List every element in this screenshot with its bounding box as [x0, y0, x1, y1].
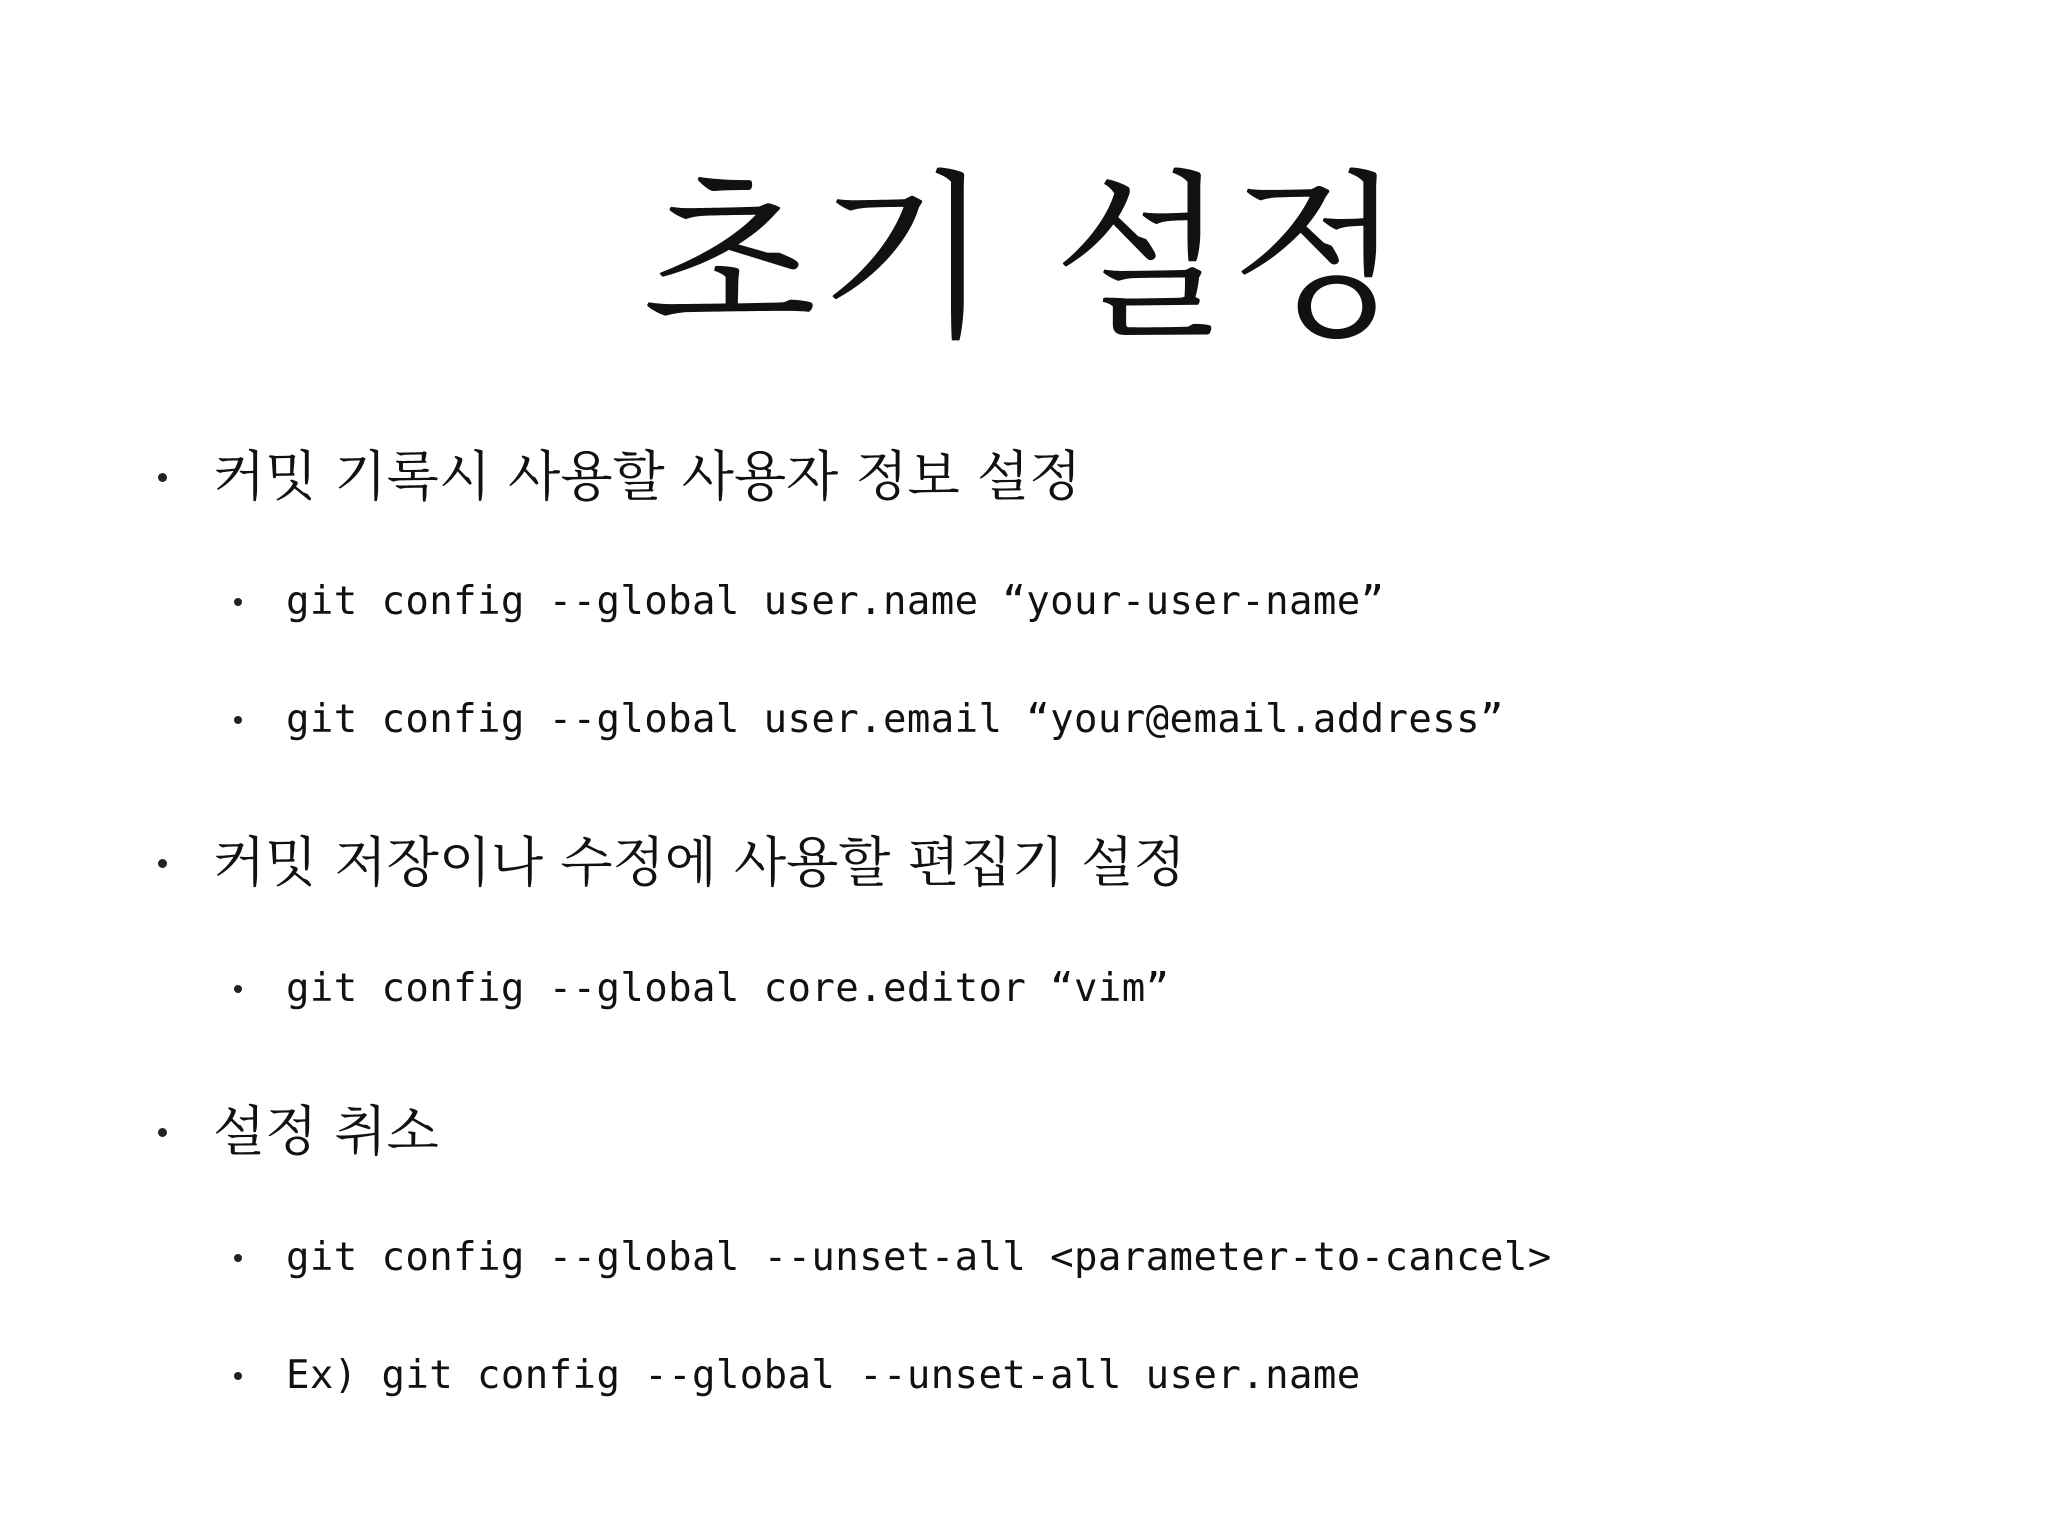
- command-item: [234, 694, 1504, 746]
- section-heading-text: 설정 취소: [213, 1100, 439, 1163]
- section-heading-text: 커밋 기록시 사용할 사용자 정보 설정: [213, 445, 1082, 508]
- bullet-icon: [234, 1372, 242, 1380]
- bullet-icon: [234, 1254, 242, 1262]
- bullet-icon: [158, 1128, 167, 1137]
- bullet-icon: [158, 473, 167, 482]
- command-item: [234, 1232, 1552, 1284]
- command-item: [234, 963, 1170, 1015]
- command-text: git config --global core.editor “vim”: [286, 966, 1170, 1011]
- command-item: [234, 576, 1384, 628]
- section-heading-unset: [158, 1097, 439, 1167]
- slide-title: 초기 설정: [642, 155, 1406, 364]
- section-heading-text: 커밋 저장이나 수정에 사용할 편집기 설정: [213, 831, 1186, 894]
- bullet-icon: [234, 985, 242, 993]
- command-text: Ex) git config --global --unset-all user.name: [286, 1353, 1361, 1398]
- section-heading-editor: [158, 828, 1186, 898]
- command-text: git config --global user.email “your@email.address”: [286, 697, 1504, 742]
- section-heading-user-info: [158, 442, 1081, 512]
- command-text: git config --global user.name “your-user-name”: [286, 579, 1385, 624]
- bullet-icon: [234, 598, 242, 606]
- bullet-icon: [234, 716, 242, 724]
- bullet-icon: [158, 859, 167, 868]
- command-item: [234, 1350, 1361, 1402]
- command-text: git config --global --unset-all <parameter-to-cancel>: [286, 1235, 1552, 1280]
